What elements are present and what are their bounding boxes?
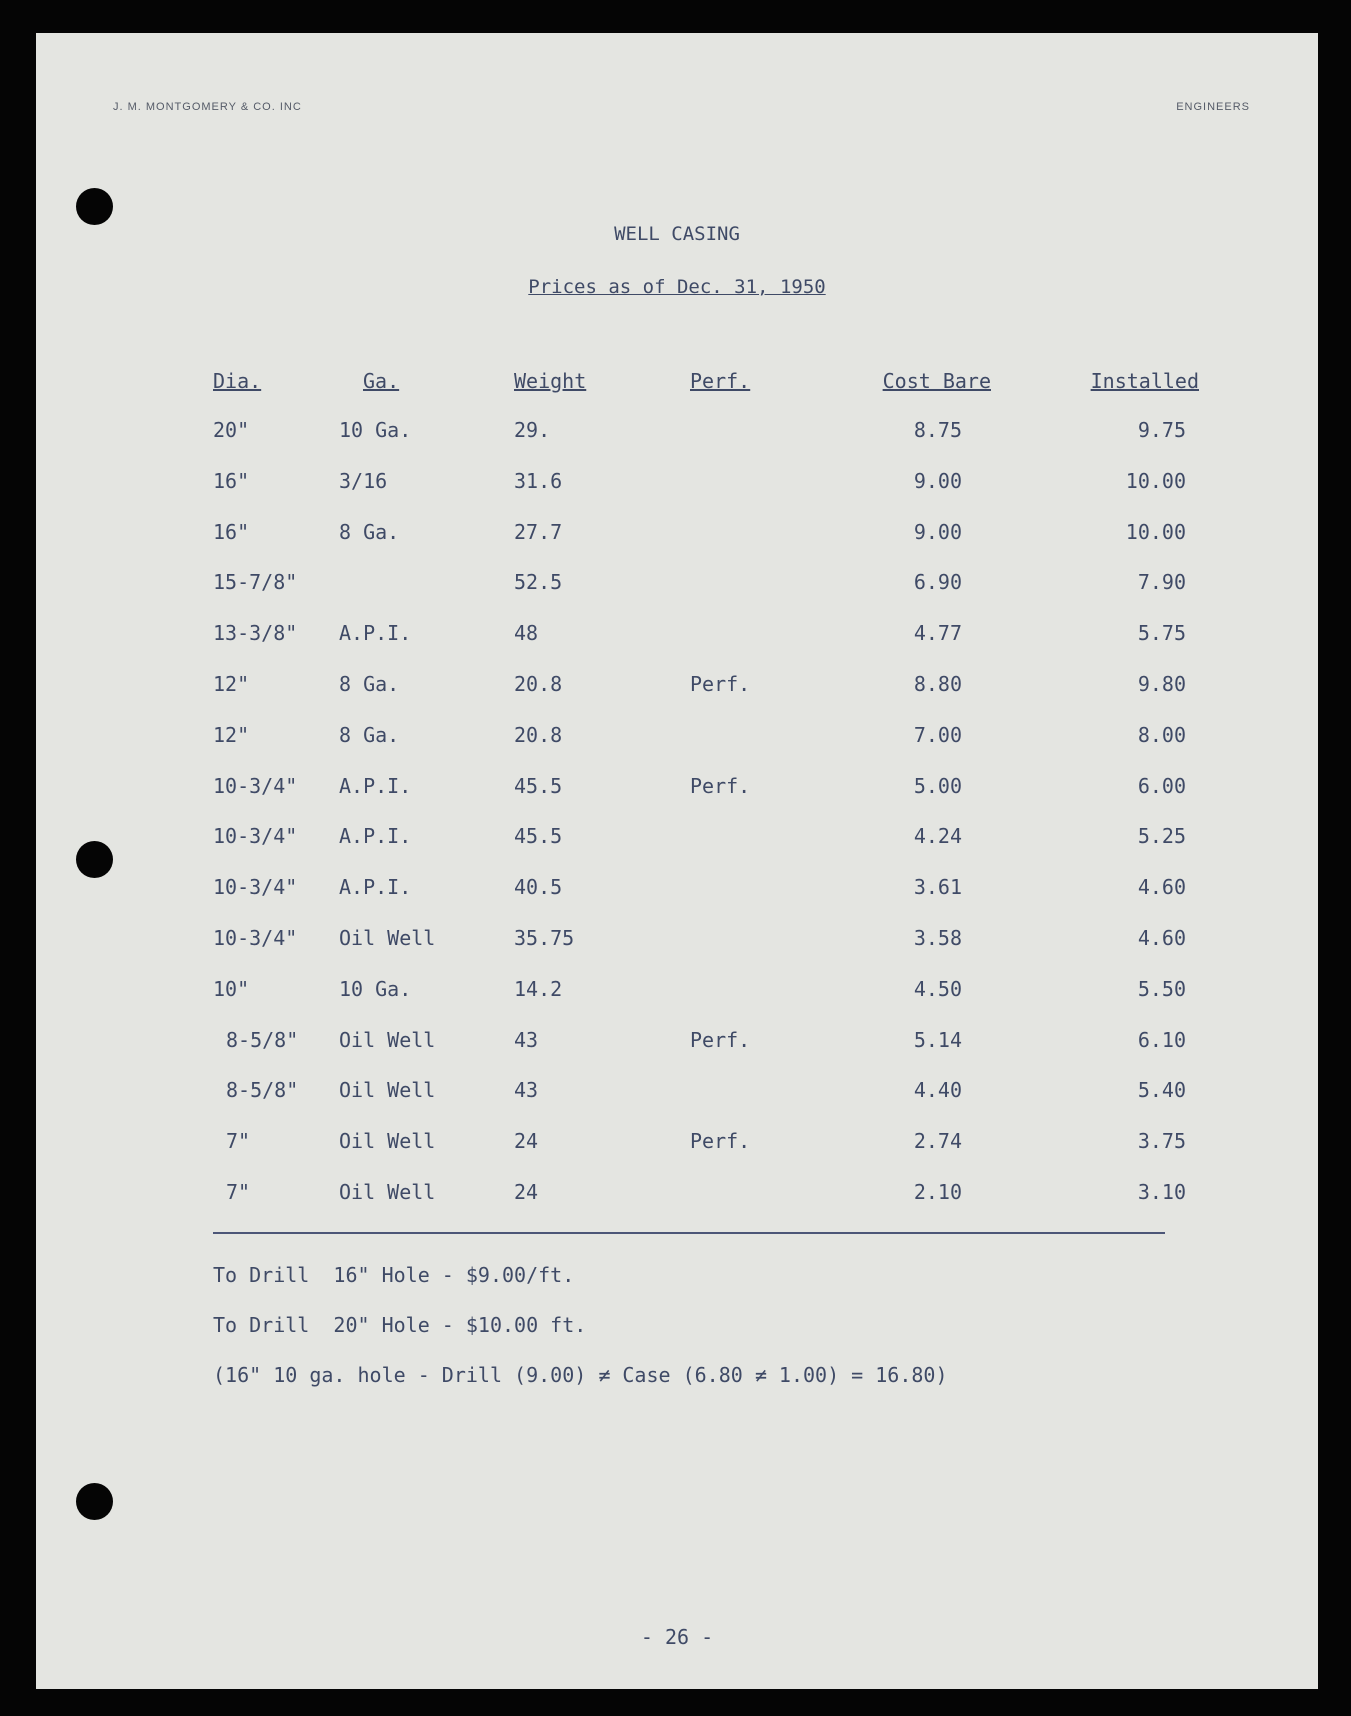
cell-weight: 24 xyxy=(514,1180,539,1204)
cell-installed: 10.00 xyxy=(1125,468,1186,493)
cell-cost-bare: 4.24 xyxy=(913,824,962,849)
cell-ga: Oil Well xyxy=(339,1078,436,1103)
cell-weight: 40.5 xyxy=(514,875,563,900)
cell-cost-bare: 7.00 xyxy=(913,722,962,747)
cell-dia: 13-3/8" xyxy=(213,621,298,646)
page-number: - 26 - xyxy=(640,1625,714,1649)
cell-installed: 4.60 xyxy=(1137,926,1186,950)
cell-cost-bare: 4.50 xyxy=(913,976,962,1001)
cell-cost-bare: 2.74 xyxy=(913,1129,962,1154)
header-cost-bare: Cost Bare xyxy=(882,369,991,393)
table-row xyxy=(36,461,1318,501)
cell-installed: 5.25 xyxy=(1137,824,1186,849)
cell-weight: 29. xyxy=(514,418,551,442)
letterhead-company: J. M. MONTGOMERY & CO. INC xyxy=(113,101,302,113)
cell-weight: 20.8 xyxy=(514,722,563,747)
cell-weight: 45.5 xyxy=(514,773,563,798)
table-row xyxy=(36,867,1318,907)
header-installed: Installed xyxy=(1090,369,1199,393)
cell-cost-bare: 8.80 xyxy=(913,672,962,696)
cell-cost-bare: 4.40 xyxy=(913,1078,962,1103)
cell-ga: 10 Ga. xyxy=(339,418,412,442)
cell-installed: 9.80 xyxy=(1137,672,1186,696)
cell-dia: 16" xyxy=(213,468,250,493)
cell-weight: 14.2 xyxy=(514,976,563,1001)
header-perf: Perf. xyxy=(690,369,751,393)
cell-dia: 10" xyxy=(213,976,250,1001)
cell-dia: 10-3/4" xyxy=(213,926,298,950)
cell-ga: Oil Well xyxy=(339,926,436,950)
table-row xyxy=(36,969,1318,1009)
cell-installed: 9.75 xyxy=(1137,418,1186,442)
cell-weight: 43 xyxy=(514,1078,539,1103)
cell-installed: 10.00 xyxy=(1125,519,1186,544)
cell-perf: Perf. xyxy=(690,672,751,696)
table-row xyxy=(36,1121,1318,1161)
table-row xyxy=(36,715,1318,755)
cell-weight: 45.5 xyxy=(514,824,563,849)
cell-ga: 8 Ga. xyxy=(339,722,400,747)
table-row xyxy=(36,1172,1318,1212)
divider-line xyxy=(213,1232,1165,1234)
cell-weight: 27.7 xyxy=(514,519,563,544)
cell-cost-bare: 6.90 xyxy=(913,570,962,595)
cell-dia: 7" xyxy=(226,1129,251,1154)
cell-dia: 20" xyxy=(213,418,250,442)
note-line: (16" 10 ga. hole - Drill (9.00) ≠ Case (6.80 ≠ 1.00) = 16.80) xyxy=(213,1363,948,1387)
note-line: To Drill 20" Hole - $10.00 ft. xyxy=(213,1313,587,1337)
cell-cost-bare: 3.58 xyxy=(913,926,962,950)
cell-ga: 3/16 xyxy=(339,468,388,493)
cell-dia: 10-3/4" xyxy=(213,773,298,798)
cell-weight: 48 xyxy=(514,621,539,646)
cell-ga: 8 Ga. xyxy=(339,672,400,696)
table-row xyxy=(36,1020,1318,1060)
cell-cost-bare: 9.00 xyxy=(913,468,962,493)
document-subtitle: Prices as of Dec. 31, 1950 xyxy=(528,276,826,298)
document-title: WELL CASING xyxy=(614,223,740,245)
table-row xyxy=(36,918,1318,958)
cell-ga: Oil Well xyxy=(339,1180,436,1204)
cell-cost-bare: 4.77 xyxy=(913,621,962,646)
table-row xyxy=(36,613,1318,653)
cell-dia: 7" xyxy=(226,1180,251,1204)
cell-dia: 16" xyxy=(213,519,250,544)
cell-installed: 3.75 xyxy=(1137,1129,1186,1154)
table-row xyxy=(36,410,1318,450)
cell-dia: 10-3/4" xyxy=(213,875,298,900)
cell-ga: A.P.I. xyxy=(339,875,412,900)
cell-cost-bare: 5.00 xyxy=(913,773,962,798)
cell-dia: 8-5/8" xyxy=(226,1027,299,1052)
cell-ga: A.P.I. xyxy=(339,621,412,646)
cell-perf: Perf. xyxy=(690,773,751,798)
cell-installed: 5.40 xyxy=(1137,1078,1186,1103)
cell-ga: 10 Ga. xyxy=(339,976,412,1001)
cell-dia: 12" xyxy=(213,722,250,747)
table-row xyxy=(36,664,1318,704)
cell-dia: 8-5/8" xyxy=(226,1078,299,1103)
cell-ga: A.P.I. xyxy=(339,824,412,849)
table-row xyxy=(36,816,1318,856)
cell-installed: 6.10 xyxy=(1137,1027,1186,1052)
cell-dia: 10-3/4" xyxy=(213,824,298,849)
cell-weight: 52.5 xyxy=(514,570,563,595)
cell-installed: 5.50 xyxy=(1137,976,1186,1001)
document-page xyxy=(36,33,1318,1689)
letterhead-engineers: ENGINEERS xyxy=(1176,101,1250,113)
cell-cost-bare: 2.10 xyxy=(913,1180,962,1204)
cell-perf: Perf. xyxy=(690,1027,751,1052)
cell-installed: 3.10 xyxy=(1137,1180,1186,1204)
table-row xyxy=(36,512,1318,552)
cell-ga: Oil Well xyxy=(339,1129,436,1154)
cell-weight: 20.8 xyxy=(514,672,563,696)
header-weight: Weight xyxy=(514,369,587,393)
cell-weight: 43 xyxy=(514,1027,539,1052)
cell-cost-bare: 5.14 xyxy=(913,1027,962,1052)
table-header-row xyxy=(36,361,1318,401)
cell-installed: 7.90 xyxy=(1137,570,1186,595)
table-row xyxy=(36,1070,1318,1110)
binder-hole xyxy=(76,1483,113,1520)
cell-installed: 6.00 xyxy=(1137,773,1186,798)
binder-hole xyxy=(76,188,113,225)
cell-installed: 4.60 xyxy=(1137,875,1186,900)
cell-cost-bare: 8.75 xyxy=(913,418,962,442)
cell-dia: 12" xyxy=(213,672,250,696)
cell-ga: 8 Ga. xyxy=(339,519,400,544)
cell-weight: 24 xyxy=(514,1129,539,1154)
cell-perf: Perf. xyxy=(690,1129,751,1154)
cell-dia: 15-7/8" xyxy=(213,570,298,595)
table-row xyxy=(36,766,1318,806)
cell-installed: 8.00 xyxy=(1137,722,1186,747)
cell-installed: 5.75 xyxy=(1137,621,1186,646)
cell-ga: Oil Well xyxy=(339,1027,436,1052)
table-row xyxy=(36,562,1318,602)
cell-ga: A.P.I. xyxy=(339,773,412,798)
cell-weight: 31.6 xyxy=(514,468,563,493)
cell-cost-bare: 3.61 xyxy=(913,875,962,900)
header-ga: Ga. xyxy=(363,369,400,393)
note-line: To Drill 16" Hole - $9.00/ft. xyxy=(213,1263,575,1287)
cell-cost-bare: 9.00 xyxy=(913,519,962,544)
header-dia: Dia. xyxy=(213,369,262,393)
cell-weight: 35.75 xyxy=(514,926,575,950)
